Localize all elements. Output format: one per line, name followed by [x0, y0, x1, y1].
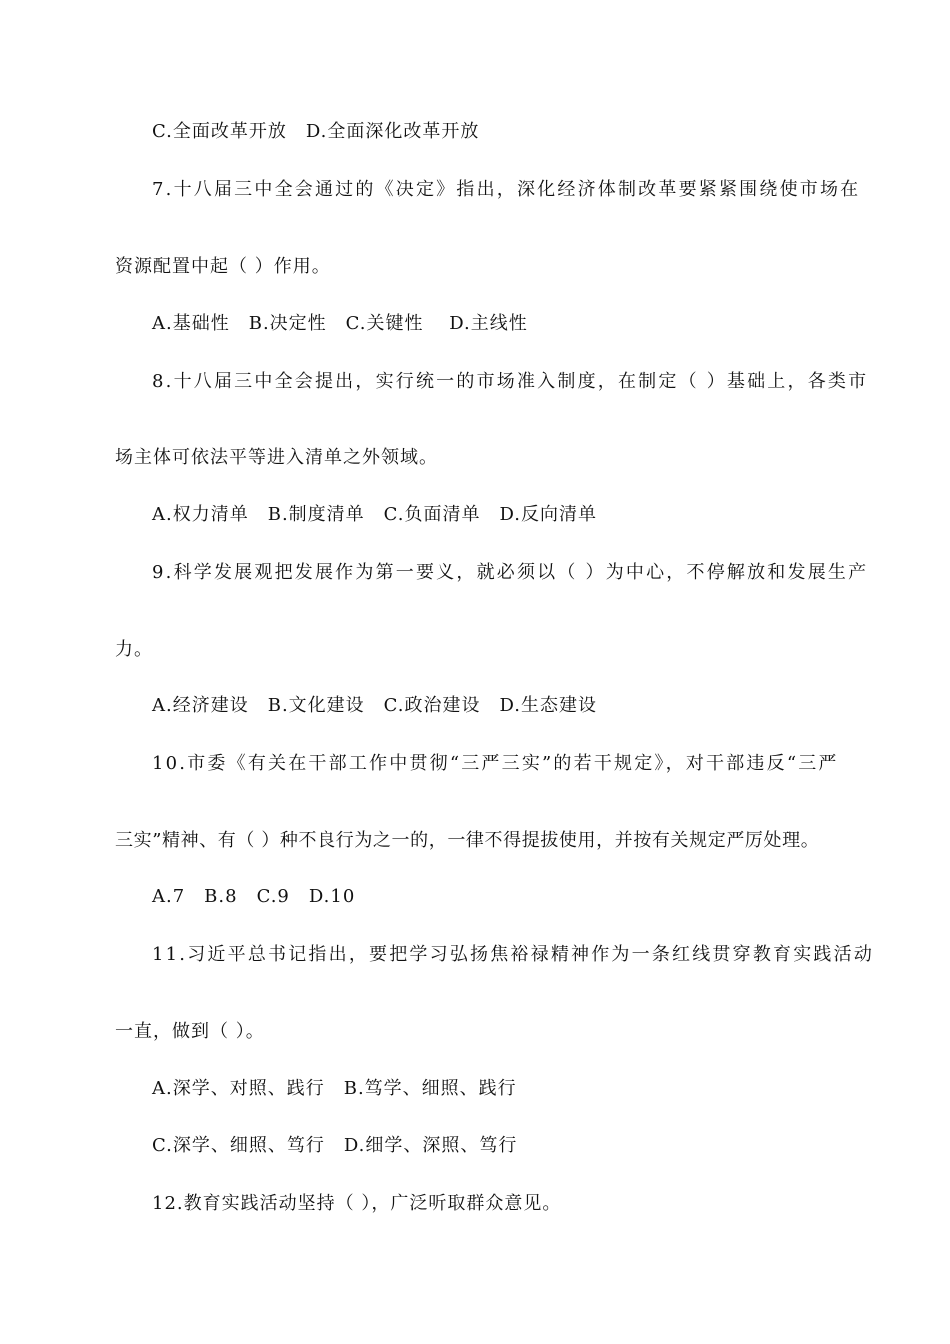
option-line-q11-a: A.深学、对照、践行 B.笃学、细照、践行: [152, 1078, 517, 1099]
question-11-line-2: 一直，做到（ ）。: [115, 1021, 265, 1042]
question-11-line-1: 11.习近平总书记指出，要把学习弘扬焦裕禄精神作为一条红线贯穿教育实践活动: [152, 944, 875, 965]
question-9-line-1: 9.科学发展观把发展作为第一要义，就必须以（ ）为中心，不停解放和发展生产: [152, 562, 869, 583]
question-8-line-1: 8.十八届三中全会提出，实行统一的市场准入制度，在制定（ ）基础上，各类市: [152, 371, 869, 392]
question-10-line-1: 10.市委《有关在干部工作中贯彻“三严三实”的若干规定》，对干部违反“三严: [152, 753, 839, 774]
option-line-q6: C.全面改革开放 D.全面深化改革开放: [152, 121, 480, 142]
option-line-q8: A.权力清单 B.制度清单 C.负面清单 D.反向清单: [152, 504, 598, 525]
question-9-line-2: 力。: [115, 639, 153, 660]
question-10-line-2: 三实”精神、有（ ）种不良行为之一的，一律不得提拔使用，并按有关规定严厉处理。: [115, 830, 820, 851]
question-12-line-1: 12.教育实践活动坚持（ ），广泛听取群众意见。: [152, 1193, 562, 1214]
option-line-q9: A.经济建设 B.文化建设 C.政治建设 D.生态建设: [152, 695, 598, 716]
question-8-line-2: 场主体可依法平等进入清单之外领域。: [115, 447, 438, 468]
option-line-q7: A.基础性 B.决定性 C.关键性 D.主线性: [152, 313, 528, 334]
question-7-line-2: 资源配置中起（ ）作用。: [115, 256, 331, 277]
question-7-line-1: 7.十八届三中全会通过的《决定》指出，深化经济体制改革要紧紧围绕使市场在: [152, 179, 861, 200]
option-line-q10: A.7 B.8 C.9 D.10: [152, 886, 356, 907]
option-line-q11-b: C.深学、细照、笃行 D.细学、深照、笃行: [152, 1135, 518, 1156]
